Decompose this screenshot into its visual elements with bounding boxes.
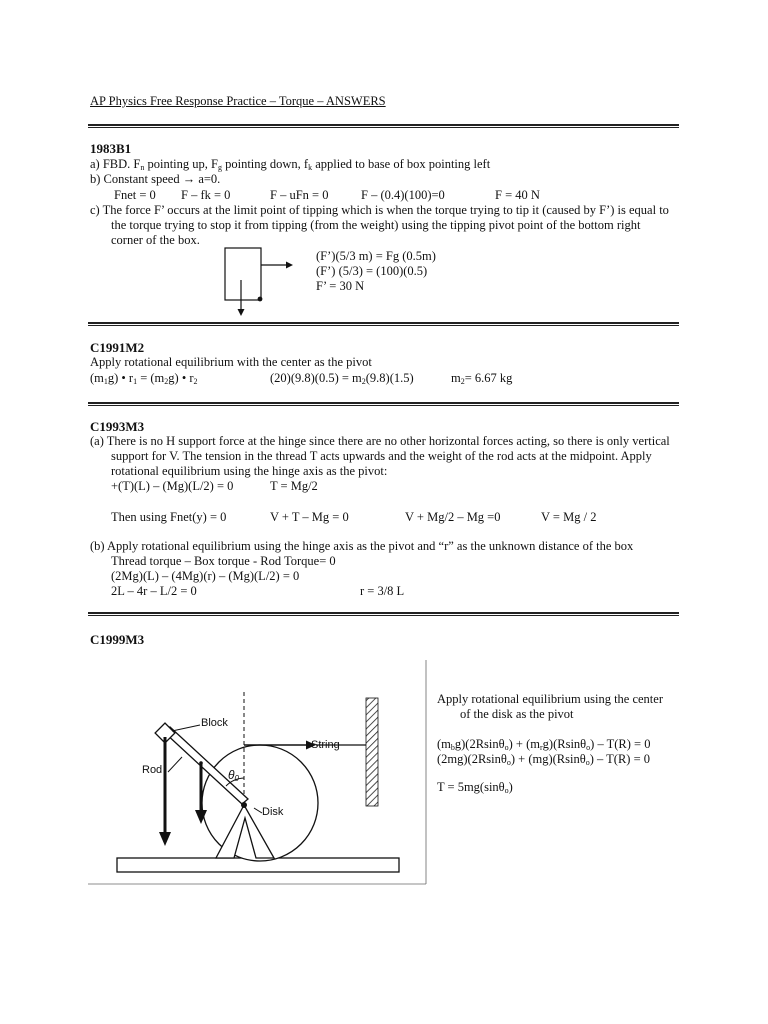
p1-part-a: a) FBD. $F_n$ pointing up, $F_g$ pointing down, $f_k$ applied to base of box pointing left — [90, 157, 491, 172]
label-string: String — [311, 739, 340, 751]
p3-a-line3: rotational equilibrium using the hinge axis as the pivot: — [111, 464, 388, 478]
p2-eq-2: $(20)(9.8)(0.5) = m_2(9.8)(1.5)$ — [270, 371, 414, 386]
p3-b-line1: (b) Apply rotational equilibrium using the hinge axis as the pivot and “r” as the unknown distance of the box — [90, 539, 634, 553]
p3-b-result: r = 3/8 L — [360, 584, 405, 598]
p3-a-line1: (a) There is no H support force at the hinge since there are no other horizontal forces acting, so there is only vertical — [90, 434, 670, 448]
label-rod: Rod — [142, 764, 163, 776]
problem-heading-c1999m3: C1999M3 — [90, 632, 145, 647]
p1-calc-2: (F’) (5/3) = (100)(0.5) — [316, 264, 428, 278]
p3-b-line4: 2L – 4r – L/2 = 0 — [111, 584, 197, 598]
page-title: AP Physics Free Response Practice – Torque – ANSWERS — [90, 94, 386, 108]
problem-heading-c1991m2: C1991M2 — [90, 340, 145, 355]
p1-part-c-line1: c) The force F’ occurs at the limit point of tipping which is when the torque trying to tip it (caused by F’) is equal to — [90, 203, 669, 217]
p1-part-b: b) Constant speed → a=0. — [90, 172, 221, 186]
p3-a-eq: +(T)(L) – (Mg)(L/2) = 0 — [111, 479, 234, 493]
divider — [88, 322, 679, 326]
label-theta: $\theta_0$ — [228, 768, 239, 783]
problem-heading-c1993m3: C1993M3 — [90, 419, 145, 434]
p3-b-line3: (2Mg)(L) – (4Mg)(r) – (Mg)(L/2) = 0 — [111, 569, 300, 583]
box-fbd-diagram — [215, 244, 305, 320]
p1-eq-2: F – fk = 0 — [181, 188, 231, 202]
p1-part-c-line2: the torque trying to stop it from tipping (from the weight) using the tipping pivot point of the bottom right — [111, 218, 641, 232]
p4-text-1: Apply rotational equilibrium using the center — [437, 692, 663, 706]
p4-text-2: of the disk as the pivot — [460, 707, 574, 721]
p1-calc-3: F’ = 30 N — [316, 279, 365, 293]
p1-eq-1: Fnet = 0 — [114, 188, 156, 202]
p2-eq-3: $m_2= 6.67$ kg — [451, 371, 513, 386]
p2-eq-1: $(m_1g)$ • $r_1 = (m_2g)$ • $r_2$ — [90, 371, 198, 386]
label-block: Block — [201, 717, 228, 729]
label-disk: Disk — [262, 806, 284, 818]
divider — [88, 402, 679, 406]
p4-eq-1: $(m_bg)(2Rsin\theta_o) + (m_rg)(Rsin\theta_o) - T(R) = 0$ — [437, 737, 651, 752]
rod-disk-diagram — [88, 660, 430, 886]
divider — [88, 124, 679, 128]
p3-a-fnet-1: Then using Fnet(y) = 0 — [111, 510, 227, 524]
p1-eq-5: F = 40 N — [495, 188, 540, 202]
p4-eq-3: T = 5mg(sinθ$_o$) — [437, 780, 513, 795]
p3-b-line2: Thread torque – Box torque - Rod Torque= 0 — [111, 554, 336, 568]
p1-eq-4: F – (0.4)(100)=0 — [361, 188, 445, 202]
p1-eq-3: F – uFn = 0 — [270, 188, 329, 202]
p1-calc-1: (F’)(5/3 m) = Fg (0.5m) — [316, 249, 436, 263]
divider — [88, 612, 679, 616]
p3-a-result: T = Mg/2 — [270, 479, 318, 493]
p1-part-c-line3: corner of the box. — [111, 233, 200, 247]
p3-a-fnet-3: V + Mg/2 – Mg =0 — [405, 510, 501, 524]
problem-heading-1983b1: 1983B1 — [90, 141, 132, 156]
p4-eq-2: (2mg)(2Rsinθ$_o$) + (mg)(Rsinθ$_o$) – T(R) = 0 — [437, 752, 651, 767]
p3-a-line2: support for V. The tension in the thread T acts upwards and the weight of the rod acts at the midpoint. Apply — [111, 449, 652, 463]
p3-a-fnet-2: V + T – Mg = 0 — [270, 510, 349, 524]
p3-a-fnet-4: V = Mg / 2 — [541, 510, 597, 524]
p2-line-1: Apply rotational equilibrium with the center as the pivot — [90, 355, 372, 369]
